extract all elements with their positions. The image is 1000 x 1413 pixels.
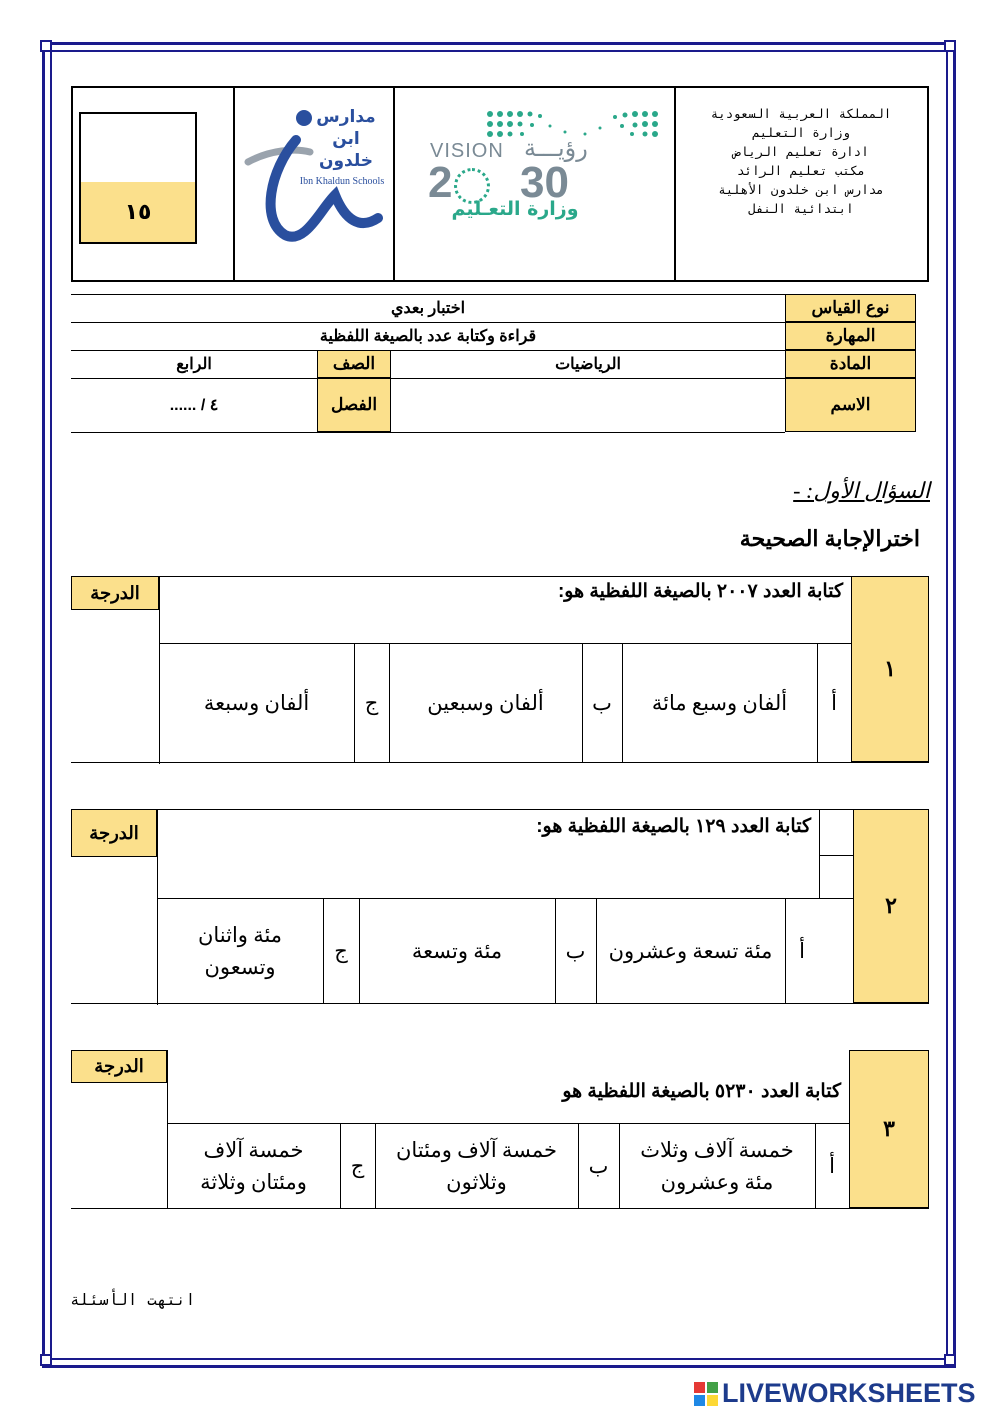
question-number: ٣ (849, 1050, 929, 1208)
info-table (71, 292, 916, 434)
vision-2030-logo (420, 100, 670, 230)
class-value: ٤ / ...... (169, 397, 219, 414)
name-input[interactable] (391, 378, 785, 432)
option-a[interactable]: ألفان وسبع مائة (651, 690, 788, 715)
brand-footer (694, 1378, 994, 1410)
frame-corner (40, 40, 52, 52)
skill-value: قراءة وكتابة عدد بالصيغة اللفظية (319, 328, 537, 345)
ministry-name: وزارة التعـليم (451, 198, 579, 220)
school-line: مكتب تعليم الرائد (737, 163, 865, 178)
row-line (71, 432, 785, 433)
school-logo-arabic: مدارس ابن خلدون (316, 107, 376, 171)
grade-value: الرابع (176, 356, 212, 373)
school-line: وزارة التعليم (752, 125, 850, 140)
option-a-letter[interactable]: أ (831, 690, 837, 715)
option-a[interactable]: مئة تسعة وعشرون (608, 938, 773, 963)
option-c[interactable]: خمسة آلاف ومئتان وثلاثة (200, 1137, 307, 1194)
row-line (157, 809, 853, 810)
school-line: مدارس ابن خلدون الأهلية (718, 182, 884, 197)
col-line (819, 809, 820, 898)
grade-label: الصف (317, 350, 391, 378)
header-divider (233, 88, 235, 280)
option-c-letter[interactable]: ج (334, 938, 348, 963)
row-line (71, 1003, 929, 1004)
vision-arabic: رؤيـــة (524, 134, 588, 162)
frame-corner (40, 1354, 52, 1366)
end-text: انتهت الأسئلة (70, 1290, 196, 1309)
vision-word: VISION (430, 140, 504, 162)
header-divider (393, 88, 395, 280)
option-b[interactable]: مئة وتسعة (411, 938, 503, 963)
school-logo (240, 100, 388, 250)
total-grade-box (79, 112, 197, 244)
row-line (819, 855, 853, 856)
question-2 (71, 809, 929, 1005)
skill-label: المهارة (785, 322, 916, 350)
frame-corner (944, 40, 956, 52)
vision-year-30: 30 (520, 158, 569, 207)
question-1 (71, 576, 929, 764)
row-line (71, 1208, 929, 1209)
option-b[interactable]: خمسة آلاف ومئتان وثلاثون (395, 1137, 558, 1194)
brand-name[interactable]: LIVEWORKSHEETS (722, 1378, 976, 1408)
question-text: كتابة العدد ٢٠٠٧ بالصيغة اللفظية هو: (557, 581, 843, 602)
degree-label: الدرجة (71, 576, 159, 610)
school-line: ابتدائية النفل (748, 201, 854, 216)
grade-total: ١٥ (81, 182, 195, 242)
row-line (71, 762, 929, 763)
subject-value: الرياضيات (555, 356, 621, 373)
brand-logo-icon (694, 1382, 718, 1406)
option-b-letter[interactable]: ب (565, 938, 586, 963)
frame-corner (944, 1354, 956, 1366)
option-c[interactable]: مئة واثنان وتسعون (197, 922, 283, 979)
option-b[interactable]: ألفان وسبعين (427, 690, 544, 715)
question-text: كتابة العدد ٥٢٣٠ بالصيغة اللفظية هو (562, 1081, 841, 1102)
question-text: كتابة العدد ١٢٩ بالصيغة اللفظية هو: (536, 816, 811, 837)
school-info-block (676, 104, 926, 218)
option-a-letter[interactable]: أ (829, 1153, 835, 1178)
school-line: المملكة العربية السعودية (710, 106, 892, 121)
option-b-letter[interactable]: ب (588, 1153, 609, 1178)
type-label: نوع القياس (785, 294, 916, 322)
subject-label: المادة (785, 350, 916, 378)
option-c[interactable]: ألفان وسبعة (203, 690, 310, 715)
name-label: الاسم (785, 378, 916, 432)
school-logo-english: Ibn Khaldun Schools (299, 176, 385, 187)
option-a-letter[interactable]: أ (799, 938, 805, 963)
section-title: السؤال الأول: - (793, 478, 930, 503)
grade-earned-cell[interactable] (81, 114, 195, 184)
question-3 (71, 1050, 929, 1210)
row-line (159, 576, 851, 577)
type-value: اختبار بعدي (390, 300, 466, 317)
section-instruction: اخترالإجابة الصحيحة (739, 526, 920, 551)
option-c-letter[interactable]: ج (350, 1153, 365, 1178)
option-a[interactable]: خمسة آلاف وثلاث مئة وعشرون (640, 1137, 794, 1194)
vision-year-2: 2 (428, 158, 453, 207)
school-line: ادارة تعليم الرياض (733, 144, 869, 159)
degree-label: الدرجة (71, 809, 157, 857)
question-number: ٢ (853, 809, 929, 1003)
question-number: ١ (851, 576, 929, 762)
option-b-letter[interactable]: ب (592, 690, 612, 715)
degree-label: الدرجة (71, 1050, 167, 1083)
class-label: الفصل (317, 378, 391, 432)
option-c-letter[interactable]: ج (364, 690, 379, 715)
